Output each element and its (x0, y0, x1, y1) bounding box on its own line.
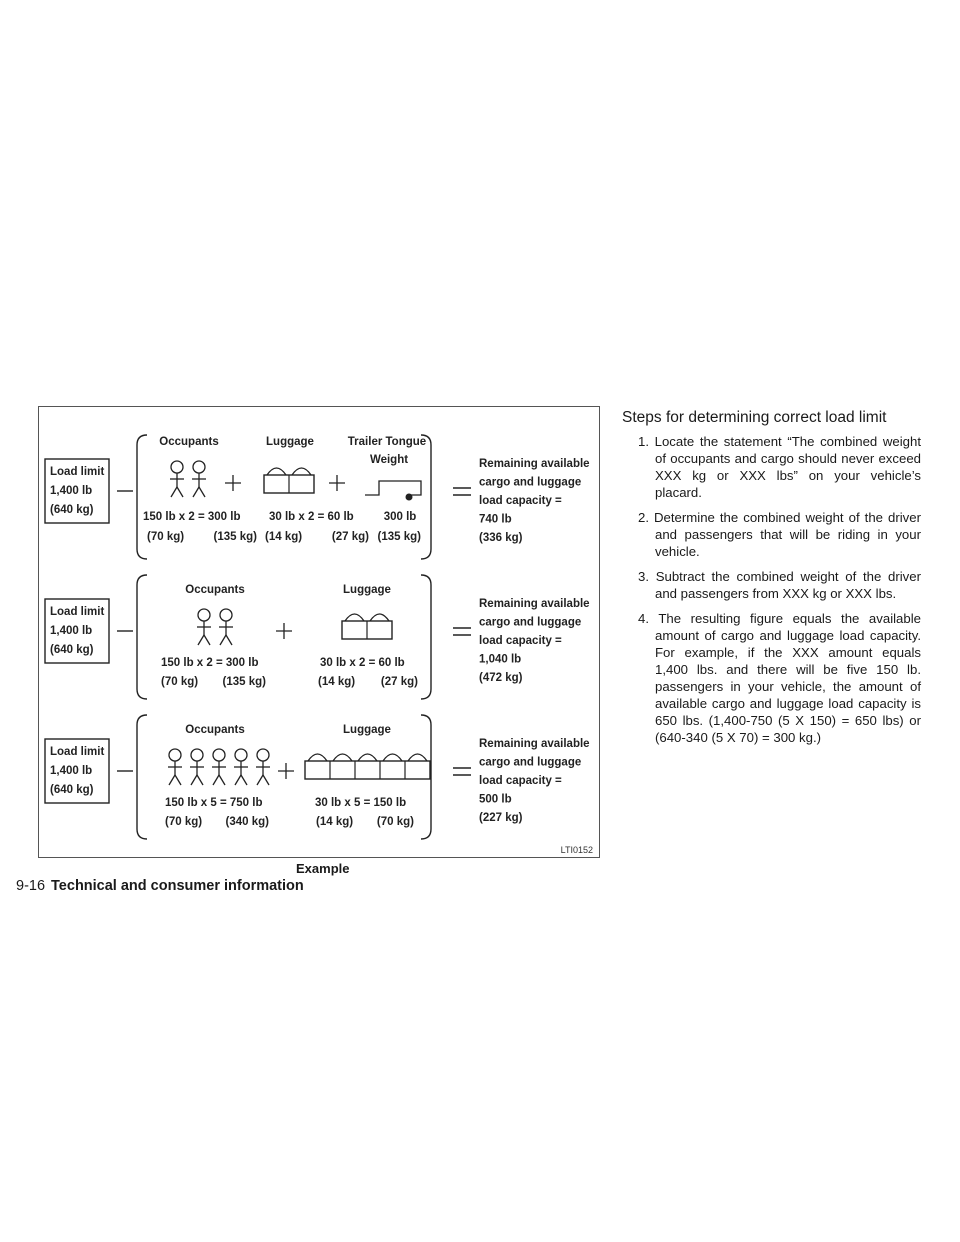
group-title: Occupants (159, 436, 219, 448)
group-formula: 150 lb x 5 = 750 lb (165, 797, 263, 809)
left-bracket (137, 715, 147, 839)
group-formula: 300 lb (383, 511, 417, 523)
group-sub: (27 kg) (380, 676, 418, 688)
trailer-tongue-icon (365, 481, 421, 501)
result-text: cargo and luggage (479, 616, 582, 629)
group-sub: (135 kg) (377, 531, 421, 543)
left-bracket (137, 435, 147, 559)
load-limit-text: 1,400 lb (50, 625, 93, 637)
group-formula: 30 lb x 2 = 60 lb (320, 657, 405, 669)
load-limit-text: Load limit (50, 606, 105, 618)
group-sub: (135 kg) (213, 531, 257, 543)
section-title: Technical and consumer information (51, 878, 304, 894)
result-text: load capacity = (479, 495, 562, 507)
group-formula: 30 lb x 5 = 150 lb (315, 797, 407, 809)
group-sub: (70 kg) (161, 676, 199, 688)
figure-code: LTI0152 (560, 845, 593, 855)
load-limit-text: (640 kg) (50, 504, 94, 516)
result-text: cargo and luggage (479, 476, 582, 489)
person-icon (219, 609, 233, 645)
luggage-icon (264, 468, 314, 493)
load-limit-text: Load limit (50, 466, 105, 478)
result-text: 500 lb (479, 793, 512, 806)
page-number: 9-16 (16, 878, 46, 894)
result-text: load capacity = (479, 775, 562, 787)
step-item: 4. The resulting figure equals the available amount of cargo and luggage load capacity. For example, if the XXX amount equals 1,400 lbs. and there will be five 150 lb. passengers in your vehicle, the amount of available cargo and luggage load capacity is 650 lbs. (1,400-750 (5 X 150) = 650 lbs) or (640-340 (5 X 70) = 300 kg.) (638, 611, 921, 745)
person-icon (212, 749, 226, 785)
group-formula: 30 lb x 2 = 60 lb (269, 511, 354, 523)
group-title: Luggage (343, 584, 391, 596)
group-sub: (135 kg) (222, 676, 266, 688)
group-sub: (340 kg) (225, 816, 269, 828)
page-footer (16, 878, 304, 894)
group-sub: (27 kg) (331, 531, 369, 543)
group-sub: (14 kg) (265, 531, 303, 543)
group-title: Occupants (185, 724, 245, 736)
result-text: 1,040 lb (479, 653, 522, 666)
group-sub: (14 kg) (318, 676, 356, 688)
equals-icon (453, 628, 471, 635)
load-limit-text: (640 kg) (50, 644, 94, 656)
luggage-icon (342, 614, 392, 639)
left-bracket (137, 575, 147, 699)
group-title: Luggage (266, 436, 314, 448)
result-text: Remaining available (479, 458, 590, 470)
plus-icon (225, 475, 241, 491)
plus-icon (278, 763, 294, 779)
group-formula: 150 lb x 2 = 300 lb (143, 511, 241, 523)
result-text: Remaining available (479, 738, 590, 750)
person-icon (256, 749, 270, 785)
load-limit-text: (640 kg) (50, 784, 94, 796)
person-icon (234, 749, 248, 785)
result-text: 740 lb (479, 513, 512, 526)
result-text: (336 kg) (479, 532, 523, 544)
person-icon (168, 749, 182, 785)
result-text: Remaining available (479, 598, 590, 610)
result-text: load capacity = (479, 635, 562, 647)
load-limit-figure (38, 406, 600, 858)
group-sub: (14 kg) (316, 816, 354, 828)
equals-icon (453, 488, 471, 495)
result-text: cargo and luggage (479, 756, 582, 769)
group-sub: (70 kg) (165, 816, 203, 828)
group-sub: (70 kg) (147, 531, 185, 543)
step-item: 3. Subtract the combined weight of the driver and passengers from XXX kg or XXX lbs. (638, 569, 921, 601)
person-icon (197, 609, 211, 645)
steps-heading: Steps for determining correct load limit (622, 409, 887, 426)
result-text: (227 kg) (479, 812, 523, 824)
steps-section (622, 408, 921, 754)
steps-list (622, 433, 921, 746)
person-icon (170, 461, 184, 497)
person-icon (192, 461, 206, 497)
person-icon (190, 749, 204, 785)
load-limit-diagram (39, 407, 599, 857)
step-item: 2. Determine the combined weight of the driver and passengers that will be riding in your vehicle. (638, 510, 921, 559)
plus-icon (329, 475, 345, 491)
group-title: Occupants (185, 584, 245, 596)
load-limit-text: 1,400 lb (50, 765, 93, 777)
group-title: Luggage (343, 724, 391, 736)
result-text: (472 kg) (479, 672, 523, 684)
equals-icon (453, 768, 471, 775)
group-title: Trailer Tongue (347, 436, 427, 448)
right-bracket (421, 575, 431, 699)
step-item: 1. Locate the statement “The combined weight of occupants and cargo should never exceed XXX kg or XXX lbs” on your vehicle’s placard. (638, 434, 921, 500)
luggage-icon (305, 754, 430, 779)
group-formula: 150 lb x 2 = 300 lb (161, 657, 259, 669)
group-sub: (70 kg) (376, 816, 414, 828)
load-limit-text: Load limit (50, 746, 105, 758)
group-title: Weight (369, 454, 409, 466)
right-bracket (421, 435, 431, 559)
figure-caption: Example (296, 861, 350, 876)
load-limit-text: 1,400 lb (50, 485, 93, 497)
plus-icon (276, 623, 292, 639)
